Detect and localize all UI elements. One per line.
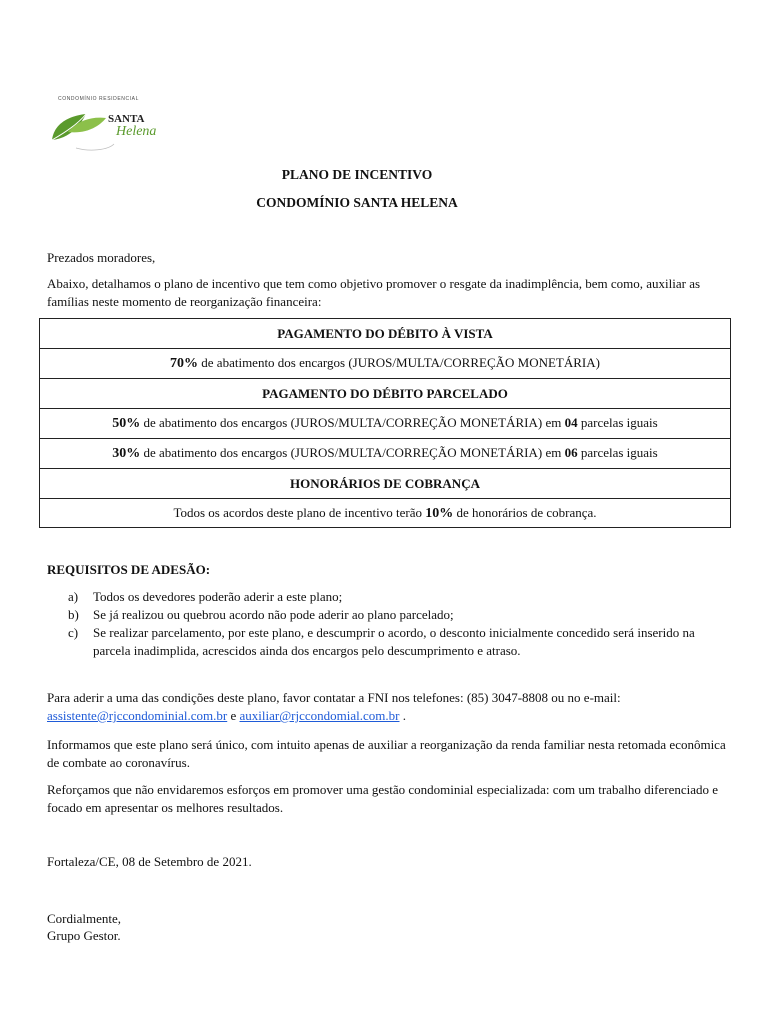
list-marker: b) xyxy=(68,607,79,622)
contact-text: Para aderir a uma das condições deste plano, favor contatar a FNI nos telefones: (85) 3047-8808 ou no e-mail: xyxy=(47,690,621,705)
header-avista: PAGAMENTO DO DÉBITO À VISTA xyxy=(40,319,731,349)
requirements-title: REQUISITOS DE ADESÃO: xyxy=(47,562,211,577)
list-item xyxy=(47,588,727,606)
requirements-list xyxy=(47,588,727,660)
contact-end: . xyxy=(399,708,406,723)
list-marker: a) xyxy=(68,589,79,604)
email-link-auxiliar[interactable]: auxiliar@rjccondomial.com.br xyxy=(239,708,400,723)
row-text: Todos os acordos deste plano de incentivo terão xyxy=(173,504,426,520)
list-item-text: Se já realizou ou quebrou acordo não pode aderir ao plano parcelado; xyxy=(93,607,454,622)
installment-count: 06 xyxy=(564,445,578,460)
header-parcelado: PAGAMENTO DO DÉBITO PARCELADO xyxy=(40,379,731,409)
row-parcelado-04 xyxy=(40,409,731,439)
list-item xyxy=(47,624,727,660)
incentive-plan-table xyxy=(39,318,731,528)
list-item-text: Todos os devedores poderão aderir a este plano; xyxy=(93,589,343,604)
greeting: Prezados moradores, xyxy=(47,250,156,265)
list-item xyxy=(47,606,727,624)
leaf-icon xyxy=(46,102,116,154)
table-row xyxy=(40,349,731,379)
list-marker: c) xyxy=(68,625,79,640)
contact-joiner: e xyxy=(227,708,240,723)
table-row xyxy=(40,409,731,439)
logo-tagline: CONDOMÍNIO RESIDENCIAL xyxy=(58,96,139,102)
date-line: Fortaleza/CE, 08 de Setembro de 2021. xyxy=(47,854,252,869)
intro-paragraph: Abaixo, detalhamos o plano de incentivo que tem como objetivo promover o resgate da inadimplência, bem como, auxiliar as famílias neste momento de reorganização financeira: xyxy=(47,276,701,309)
logo-name-bottom: Helena xyxy=(116,124,157,139)
table-row xyxy=(40,499,731,528)
table-row xyxy=(40,319,731,349)
document-title: PLANO DE INCENTIVO xyxy=(281,167,433,182)
effort-paragraph: Reforçamos que não envidaremos esforços em promover uma gestão condominial especializada: com um trabalho diferenciado e focado em apresentar os melhores resultados. xyxy=(47,782,719,815)
header-honorarios: HONORÁRIOS DE COBRANÇA xyxy=(40,469,731,499)
pct-value: 10% xyxy=(425,505,454,521)
row-text: de abatimento dos encargos (JUROS/MULTA/CORREÇÃO MONETÁRIA) em xyxy=(140,445,565,460)
row-text: de abatimento dos encargos (JUROS/MULTA/CORREÇÃO MONETÁRIA) em xyxy=(140,415,565,430)
pct-value: 30% xyxy=(112,446,141,461)
contact-paragraph xyxy=(47,689,727,725)
installment-count: 04 xyxy=(564,415,578,430)
row-tail: parcelas iguais xyxy=(577,445,658,460)
row-tail: de honorários de cobrança. xyxy=(453,504,597,520)
row-parcelado-06 xyxy=(40,439,731,469)
table-row xyxy=(40,439,731,469)
signature: Grupo Gestor. xyxy=(47,928,121,943)
pct-value: 50% xyxy=(112,416,141,431)
row-text: de abatimento dos encargos (JUROS/MULTA/CORREÇÃO MONETÁRIA) xyxy=(198,355,600,370)
unique-plan-paragraph: Informamos que este plano será único, com intuito apenas de auxiliar a reorganização da renda familiar nesta retomada econômica de combate ao coronavírus. xyxy=(47,737,726,770)
closing: Cordialmente, xyxy=(47,911,122,926)
table-row xyxy=(40,469,731,499)
condominium-logo xyxy=(46,96,158,156)
table-row xyxy=(40,379,731,409)
email-link-assistente[interactable]: assistente@rjccondominial.com.br xyxy=(47,708,228,723)
row-avista xyxy=(40,349,731,379)
row-tail: parcelas iguais xyxy=(577,415,658,430)
list-item-text: Se realizar parcelamento, por este plano, e descumprir o acordo, o desconto inicialmente concedido será inserido na parcela inadimplida, acrescidos ainda dos encargos pelo descumprimento e atraso. xyxy=(93,625,695,658)
row-honorarios xyxy=(40,499,731,528)
document-subtitle: CONDOMÍNIO SANTA HELENA xyxy=(256,195,458,210)
pct-value: 70% xyxy=(170,356,199,371)
logo-name-top: SANTA xyxy=(108,113,145,125)
